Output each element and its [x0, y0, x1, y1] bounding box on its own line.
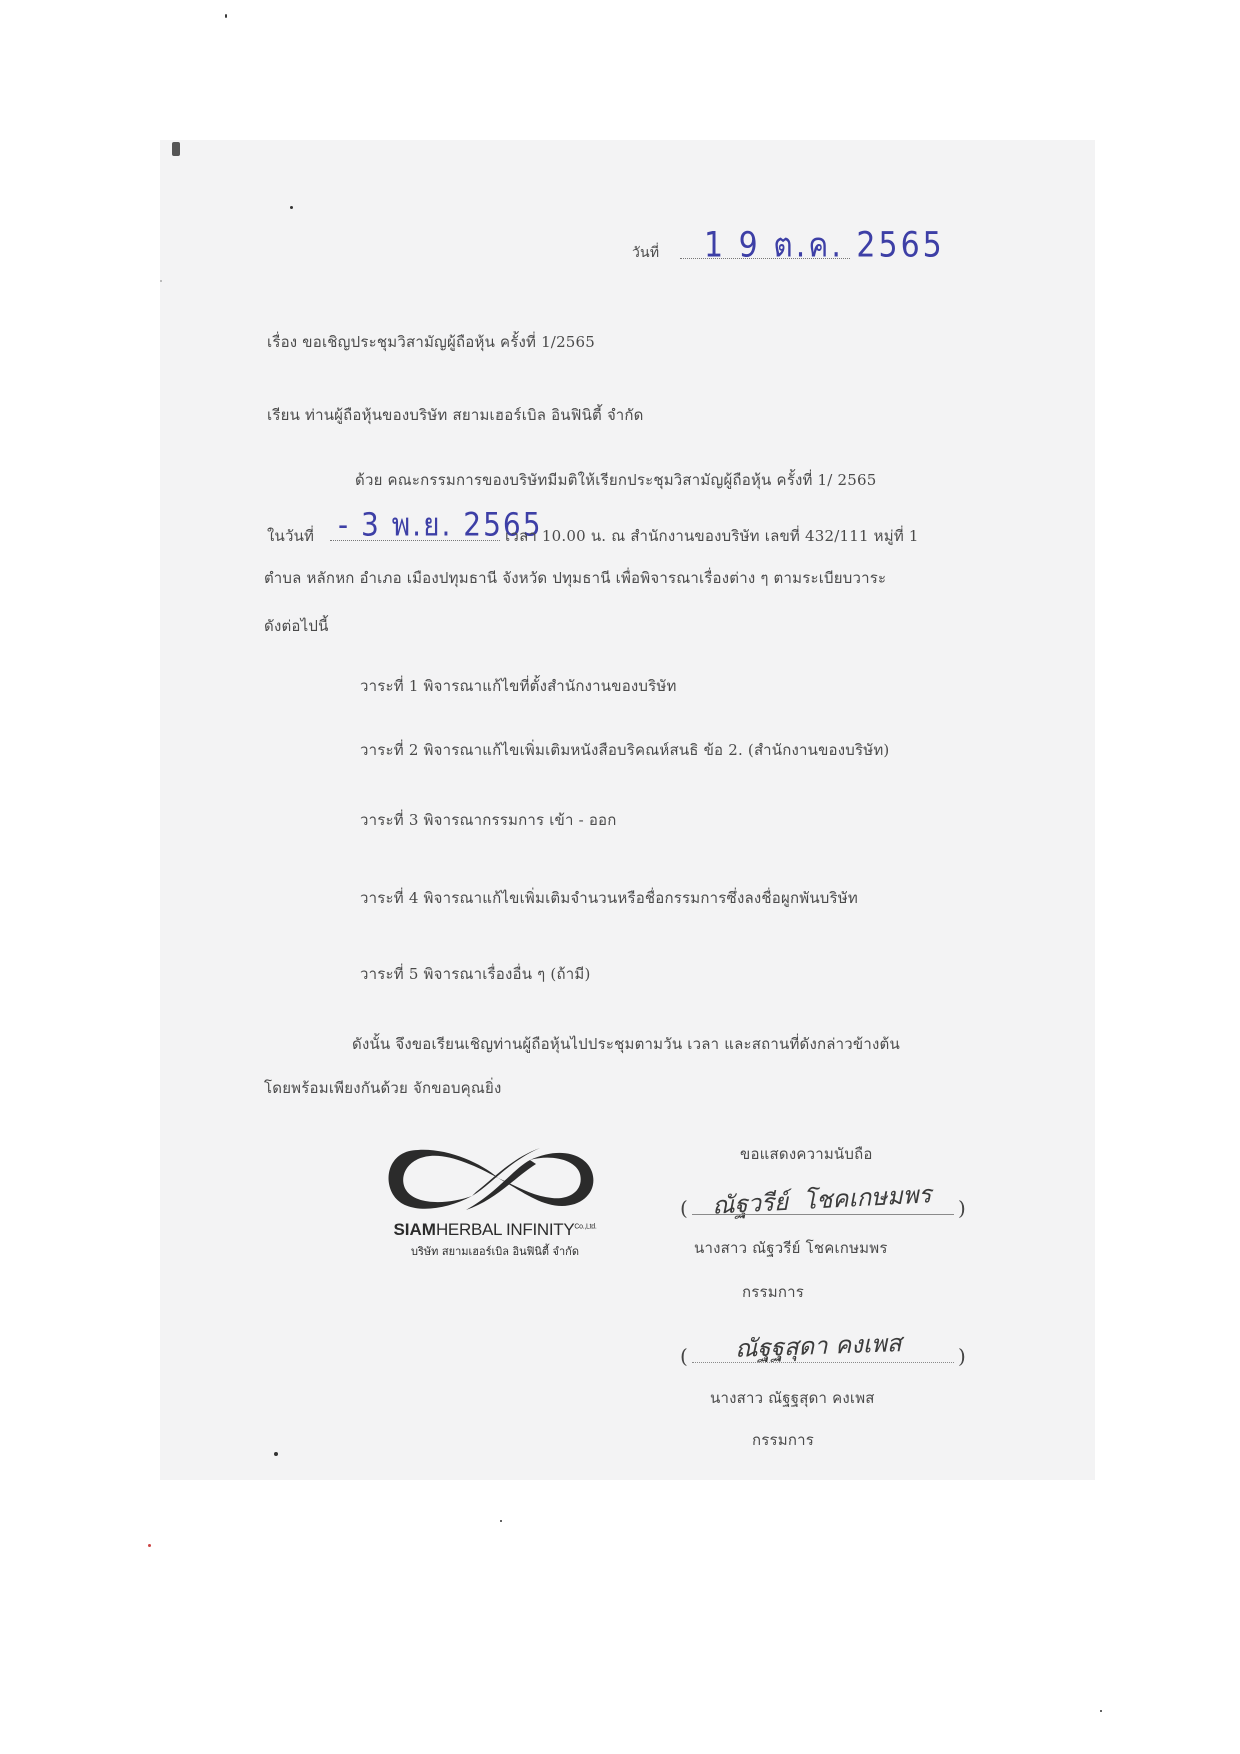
agenda-item-5: วาระที่ 5 พิจารณาเรื่องอื่น ๆ (ถ้ามี): [360, 965, 591, 983]
closing-line-2: โดยพร้อมเพียงกันด้วย จักขอบคุณยิ่ง: [264, 1079, 502, 1097]
closing-line-1: ดังนั้น จึงขอเรียนเชิญท่านผู้ถือหุ้นไปประชุมตามวัน เวลา และสถานที่ดังกล่าวข้างต้น: [352, 1035, 900, 1053]
date-stamp: 1 9 ต.ค. 2565: [704, 225, 945, 266]
regards-text: ขอแสดงความนับถือ: [740, 1145, 873, 1163]
signatory-2-name: นางสาว ณัฐฐสุดา คงเพส: [710, 1389, 875, 1407]
body-line-2-suffix: เวลา 10.00 น. ณ สำนักงานของบริษัท เลขที่ 432/111 หมู่ที่ 1: [505, 527, 919, 545]
agenda-item-4: วาระที่ 4 พิจารณาแก้ไขเพิ่มเติมจำนวนหรือชื่อกรรมการซึ่งลงชื่อผูกพันบริษัท: [360, 889, 858, 907]
agenda-item-3: วาระที่ 3 พิจารณากรรมการ เข้า - ออก: [360, 811, 617, 829]
recipient-line: เรียน ท่านผู้ถือหุ้นของบริษัท สยามเฮอร์เบิล อินฟินิตี้ จำกัด: [267, 406, 644, 424]
signatory-2-title: กรรมการ: [752, 1431, 815, 1449]
meeting-date-stamp: - 3 พ.ย. 2565: [338, 505, 543, 544]
scan-speck: [160, 280, 162, 282]
logo-brand-text: [380, 1220, 610, 1240]
body-line-3: ตำบล หลักหก อำเภอ เมืองปทุมธานี จังหวัด ปทุมธานี เพื่อพิจารณาเรื่องต่าง ๆ ตามระเบียบวาระ: [264, 569, 887, 587]
infinity-swirl-icon: [380, 1138, 610, 1220]
scan-speck: [172, 142, 180, 156]
signature-1-line: [692, 1214, 954, 1215]
logo-brand-bold: SIAM: [393, 1220, 436, 1239]
scan-speck: [1100, 1710, 1102, 1712]
scan-speck: [225, 14, 227, 18]
signatory-1-name: นางสาว ณัฐวรีย์ โชคเกษมพร: [694, 1239, 888, 1257]
date-prefix: วันที่: [632, 245, 660, 261]
signature-2-close-paren: ): [958, 1344, 966, 1368]
scan-speck: [290, 206, 293, 209]
body-line-1: ด้วย คณะกรรมการของบริษัทมีมติให้เรียกประชุมวิสามัญผู้ถือหุ้น ครั้งที่ 1/ 2565: [355, 471, 877, 489]
agenda-item-2: วาระที่ 2 พิจารณาแก้ไขเพิ่มเติมหนังสือบริคณห์สนธิ ข้อ 2. (สำนักงานของบริษัท): [360, 741, 890, 759]
scan-speck: [274, 1452, 278, 1456]
company-logo: [380, 1138, 610, 1268]
signature-1-open-paren: (: [680, 1196, 688, 1220]
scan-speck: [148, 1544, 151, 1547]
subject-line: เรื่อง ขอเชิญประชุมวิสามัญผู้ถือหุ้น ครั้งที่ 1/2565: [267, 333, 596, 351]
body-line-2-prefix: ในวันที่: [267, 527, 315, 545]
body-line-4: ดังต่อไปนี้: [264, 617, 329, 635]
agenda-item-1: วาระที่ 1 พิจารณาแก้ไขที่ตั้งสำนักงานของบริษัท: [360, 677, 677, 695]
logo-brand-rest: HERBAL INFINITY: [435, 1220, 575, 1239]
logo-brand-mark: Co.,Ltd.: [574, 1223, 597, 1231]
signature-1-handwriting: ณัฐวรีย์ โชคเกษมพร: [711, 1180, 933, 1220]
scan-speck: [500, 1520, 502, 1522]
logo-thai-name: บริษัท สยามเฮอร์เบิล อินฟินิตี้ จำกัด: [411, 1245, 579, 1258]
signature-2-handwriting: ณัฐฐสุดา คงเพส: [734, 1329, 903, 1363]
signature-2-open-paren: (: [680, 1344, 688, 1368]
signature-2-line: [692, 1362, 954, 1363]
signature-1-close-paren: ): [958, 1196, 966, 1220]
signatory-1-title: กรรมการ: [742, 1283, 805, 1301]
